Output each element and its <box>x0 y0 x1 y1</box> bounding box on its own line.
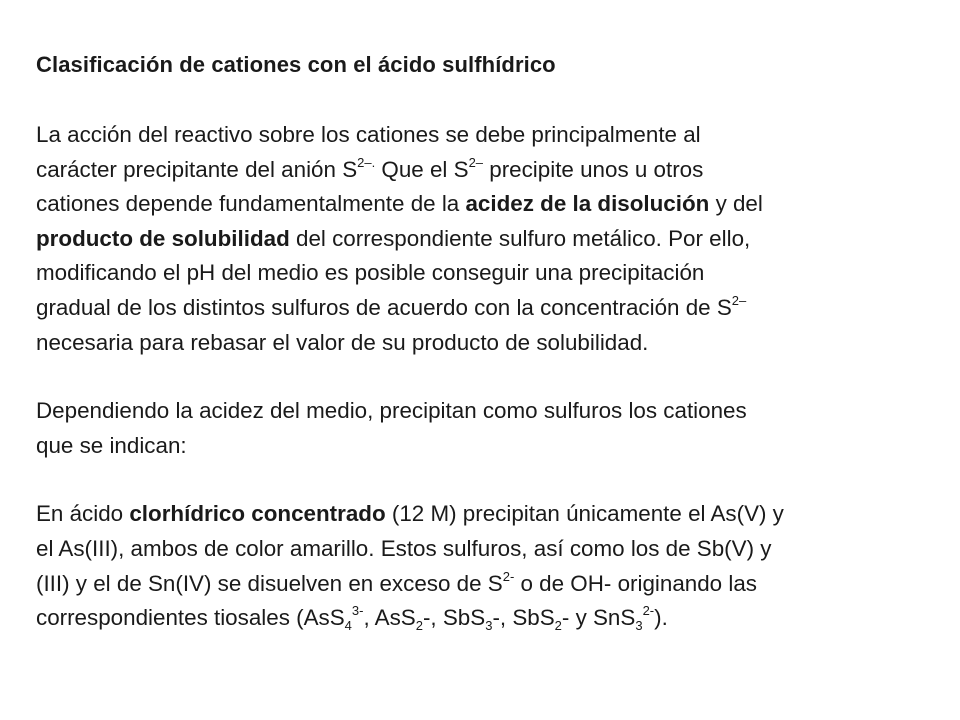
superscript: 2–. <box>357 154 376 170</box>
subscript: 3 <box>635 617 643 633</box>
subscript: 2 <box>554 617 562 633</box>
paragraph-hcl <box>36 497 916 635</box>
text-run: ). <box>654 605 668 631</box>
text-line <box>36 601 916 636</box>
text-run: (12 M) precipitan únicamente el As(V) y <box>385 501 784 527</box>
text-line <box>36 532 916 567</box>
bold-term: producto de solubilidad <box>36 225 290 251</box>
text-run: o de OH- originando las <box>514 570 757 596</box>
bold-term: acidez de la disolución <box>465 191 710 217</box>
text-run: , AsS <box>363 605 416 631</box>
text-line <box>36 187 916 222</box>
text-run: Que el S <box>375 156 469 182</box>
text-run: -, SbS <box>422 605 486 631</box>
text-run: carácter precipitante del anión S <box>36 156 358 182</box>
text-run: que se indican: <box>36 432 187 458</box>
text-line <box>36 291 916 326</box>
text-run: el As(III), ambos de color amarillo. Estos sulfuros, así como los de Sb(V) y <box>36 535 772 561</box>
superscript: 2– <box>468 154 484 170</box>
subscript: 3 <box>485 617 493 633</box>
superscript: 2- <box>502 568 515 584</box>
text-line <box>36 118 916 153</box>
slide-title: Clasificación de cationes con el ácido sulfhídrico <box>36 52 556 77</box>
text-line <box>36 256 916 291</box>
text-line <box>36 497 916 532</box>
text-run: En ácido <box>36 501 130 527</box>
text-run: Dependiendo la acidez del medio, precipitan como sulfuros los cationes <box>36 398 747 424</box>
text-run: del correspondiente sulfuro metálico. Por ello, <box>289 225 751 251</box>
slide-content <box>36 46 916 636</box>
text-run: - y SnS <box>561 605 636 631</box>
text-line <box>36 567 916 602</box>
spacer <box>36 360 916 394</box>
text-run: necesaria para rebasar el valor de su producto de solubilidad. <box>36 329 649 355</box>
subscript: 2 <box>415 617 423 633</box>
paragraph-intro <box>36 118 916 360</box>
text-run: precipite unos u otros <box>483 156 704 182</box>
superscript: 3- <box>351 603 364 619</box>
text-run: modificando el pH del medio es posible conseguir una precipitación <box>36 260 705 286</box>
text-line <box>36 394 916 429</box>
text-line <box>36 153 916 188</box>
text-run: -, SbS <box>492 605 555 631</box>
superscript: 2- <box>642 603 655 619</box>
bold-term: clorhídrico concentrado <box>129 501 386 527</box>
spacer <box>36 84 916 118</box>
paragraph-acidity <box>36 394 916 463</box>
text-run: La acción del reactivo sobre los cationes se debe principalmente al <box>36 122 701 147</box>
text-run: y del <box>709 191 763 217</box>
text-run: cationes depende fundamentalmente de la <box>36 191 466 217</box>
spacer <box>36 463 916 497</box>
text-line <box>36 222 916 257</box>
text-run: (III) y el de Sn(IV) se disuelven en exceso de S <box>36 570 503 596</box>
text-line <box>36 429 916 464</box>
subscript: 4 <box>344 617 352 633</box>
text-line <box>36 326 916 361</box>
text-run: correspondientes tiosales (AsS <box>36 605 345 631</box>
superscript: 2– <box>731 293 747 309</box>
text-run: gradual de los distintos sulfuros de acuerdo con la concentración de S <box>36 294 732 320</box>
